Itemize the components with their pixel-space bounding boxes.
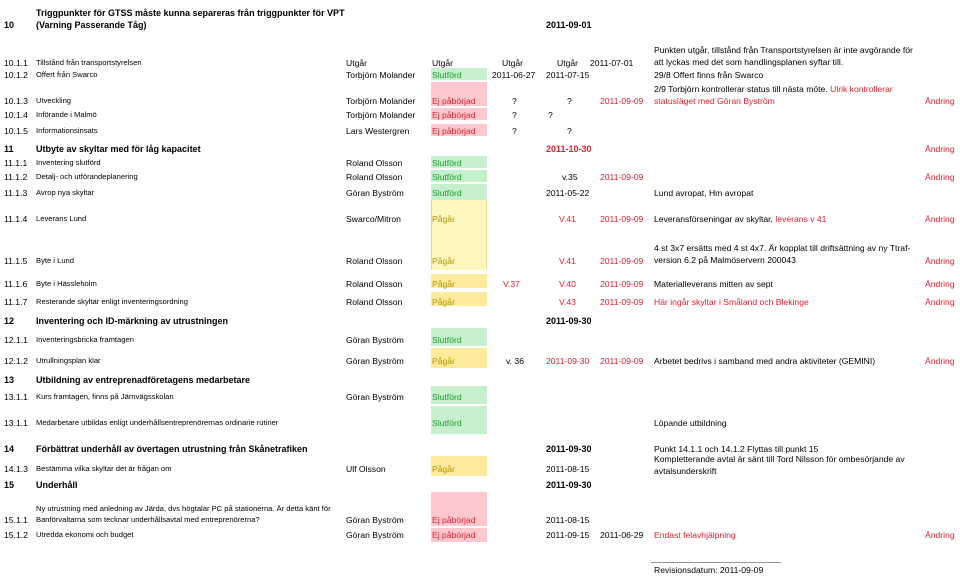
- row-status: Pågår: [432, 356, 455, 366]
- row-col5: ?: [512, 96, 517, 106]
- row-number: 11.1.5: [4, 256, 28, 266]
- row-comment: Arbetet bedrivs i samband med andra aktiviteter (GEMINI): [654, 356, 876, 366]
- change-link[interactable]: Ändring: [925, 214, 955, 224]
- row-name: Införande i Malmö: [36, 110, 97, 119]
- row-number: 15.1.1: [4, 515, 28, 525]
- section-title: Inventering och ID-märkning av utrustningen: [36, 316, 229, 326]
- row-status: Ej påbörjad: [432, 96, 476, 106]
- section-title: Underhåll: [36, 480, 78, 490]
- row-responsible: Swarco/Mitron: [346, 214, 401, 224]
- row-number: 12.1.1: [4, 335, 28, 345]
- row-name: Inventering slutförd: [36, 158, 101, 167]
- row-comment: Materialleverans mitten av sept: [654, 279, 773, 289]
- change-link[interactable]: Ändring: [925, 144, 955, 154]
- row-date: 2011-09-09: [600, 297, 644, 307]
- row-name: Detalj- och utförandeplanering: [36, 172, 138, 181]
- row-number: 14.1.3: [4, 464, 28, 474]
- row-responsible: Torbjörn Molander: [346, 96, 416, 106]
- row-responsible: Göran Byström: [346, 335, 404, 345]
- change-link[interactable]: Ändring: [925, 256, 955, 266]
- row-responsible: Roland Olsson: [346, 297, 403, 307]
- row-comment: Lund avropat, Hm avropat: [654, 188, 754, 198]
- row-col6: V.40: [559, 279, 576, 289]
- row-name: Utveckling: [36, 96, 72, 105]
- row-name: Utredda ekonomi och budget: [36, 530, 134, 539]
- row-date: 2011-09-09: [600, 214, 644, 224]
- row-comment: Löpande utbildning: [654, 418, 727, 428]
- row-name: Utrullningsplan klar: [36, 356, 101, 365]
- section-number: 12: [4, 316, 15, 326]
- change-link[interactable]: Ändring: [925, 279, 955, 289]
- row-col6: 2011-08-15: [546, 515, 590, 525]
- row-responsible: Roland Olsson: [346, 256, 403, 266]
- row-responsible: Göran Byström: [346, 530, 404, 540]
- row-date: 2011-09-09: [600, 256, 644, 266]
- row-col6: 2011-08-15: [546, 464, 590, 474]
- row-status: Ej påbörjad: [432, 530, 476, 540]
- row-name: Banförvaltarna som tecknar underhållsavtal med entreprenörerna?: [36, 515, 260, 524]
- row-number: 13.1.1: [4, 418, 28, 428]
- row-responsible: Göran Byström: [346, 392, 404, 402]
- row-comment: att lyckas med det som handlingsplanen syftar till.: [654, 57, 844, 67]
- row-comment: 4 st 3x7 ersätts med 4 st 4x7. Är kopplat till driftsättning av ny Ttraf-: [654, 243, 911, 253]
- row-col5: v. 36: [506, 356, 524, 366]
- row-col5: ?: [512, 126, 517, 136]
- row-responsible: Göran Byström: [346, 188, 404, 198]
- row-comment: Punkten utgår, tillstånd från Transportstyrelsen är inte avgörande för: [654, 45, 913, 55]
- row-col6: V.43: [559, 297, 576, 307]
- row-status: Slutförd: [432, 158, 462, 168]
- row-date: 2011-09-09: [600, 279, 644, 289]
- row-status: Utgår: [432, 58, 454, 68]
- row-name: Byte i Lund: [36, 256, 74, 265]
- row-date: 2011-06-29: [600, 530, 644, 540]
- row-status: Pågår: [432, 279, 455, 289]
- row-col6: ?: [567, 96, 572, 106]
- row-col6: v.35: [562, 172, 578, 182]
- row-comment: 29/8 Offert finns från Swarco: [654, 70, 764, 80]
- row-number: 11.1.3: [4, 188, 28, 198]
- row-number: 10.1.5: [4, 126, 28, 136]
- row-comment: Kompletterande avtal är sänt till Tord Nilsson för ombesörjande av: [654, 454, 905, 464]
- section-number: 13: [4, 375, 15, 385]
- section-date: 2011-09-01: [546, 20, 592, 30]
- row-col6: V.41: [559, 214, 576, 224]
- row-number: 12.1.2: [4, 356, 28, 366]
- change-link[interactable]: Ändring: [925, 96, 955, 106]
- row-status: Slutförd: [432, 70, 462, 80]
- row-name: Medarbetare utbildas enligt underhållsentreprenörernas ordinarie rutiner: [36, 418, 279, 427]
- row-status: Pågår: [432, 256, 455, 266]
- row-responsible: Roland Olsson: [346, 279, 403, 289]
- row-col5: V.37: [503, 279, 520, 289]
- row-responsible: Ulf Olsson: [346, 464, 386, 474]
- row-name: Inventeringsbricka framtagen: [36, 335, 134, 344]
- row-status: Slutförd: [432, 335, 462, 345]
- row-date: 2011-07-01: [590, 58, 634, 68]
- row-col6: ?: [567, 126, 572, 136]
- row-status: Slutförd: [432, 188, 462, 198]
- row-col6: 2011-09-30: [546, 356, 590, 366]
- row-date: 2011-09-09: [600, 172, 644, 182]
- row-col6: 2011-09-15: [546, 530, 590, 540]
- row-comment: statusläget med Göran Byström: [654, 96, 775, 106]
- row-responsible: Torbjörn Molander: [346, 110, 416, 120]
- row-col5: Utgår: [502, 58, 524, 68]
- row-number: 10.1.2: [4, 70, 28, 80]
- change-link[interactable]: Ändring: [925, 356, 955, 366]
- row-comment: Punkt 14.1.1 och 14.1.2 Flyttas till punkt 15: [654, 444, 819, 454]
- row-status: Ej påbörjad: [432, 126, 476, 136]
- row-name: Informationsinsats: [36, 126, 98, 135]
- section-number: 14: [4, 444, 15, 454]
- row-status: Slutförd: [432, 392, 462, 402]
- section-number: 11: [4, 144, 14, 154]
- row-number: 11.1.1: [4, 158, 28, 168]
- row-col6: 2011-05-22: [546, 188, 590, 198]
- row-status: Slutförd: [432, 418, 462, 428]
- row-comment: 2/9 Torbjörn kontrollerar status till nästa möte. Ulrik kontrollerar: [654, 84, 893, 94]
- row-name: Bestämma vilka skyltar det är frågan om: [36, 464, 172, 473]
- row-number: 13.1.1: [4, 392, 28, 402]
- row-comment: Leveransförseningar av skyltar, leverans v 41: [654, 214, 827, 224]
- row-col6: Utgår: [557, 58, 579, 68]
- row-comment: avtalsunderskrift: [654, 466, 717, 476]
- row-name: Offert från Swarco: [36, 70, 98, 79]
- row-number: 11.1.6: [4, 279, 28, 289]
- row-status: Pågår: [432, 214, 455, 224]
- change-link[interactable]: Ändring: [925, 297, 955, 307]
- row-responsible: Roland Olsson: [346, 172, 403, 182]
- row-name: Resterande skyltar enligt inventeringsordning: [36, 297, 188, 306]
- row-col6: 2011-07-15: [546, 70, 590, 80]
- row-status: Pågår: [432, 464, 455, 474]
- row-name: Byte i Hässleholm: [36, 279, 97, 288]
- section-title: Triggpunkter för GTSS måste kunna separeras från triggpunkter för VPT: [36, 8, 345, 18]
- row-name: Kurs framtagen, finns på Järnvägsskolan: [36, 392, 174, 401]
- row-comment: version 6.2 på Malmöservern 200043: [654, 255, 796, 265]
- row-number: 11.1.2: [4, 172, 28, 182]
- row-comment: Endast felavhjälpning: [654, 530, 736, 540]
- row-name: Ny utrustning med anledning av Järda, dvs högtalar PC på stationerna. Är detta känt för: [36, 504, 331, 513]
- row-status: Ej påbörjad: [432, 110, 476, 120]
- row-number: 10.1.4: [4, 110, 28, 120]
- section-number: 15: [4, 480, 15, 490]
- change-link[interactable]: Ändring: [925, 530, 955, 540]
- section-date: 2011-09-30: [546, 444, 592, 454]
- row-responsible: Göran Byström: [346, 515, 404, 525]
- row-number: 10.1.1: [4, 58, 28, 68]
- row-number: 11.1.7: [4, 297, 28, 307]
- row-responsible: Torbjörn Molander: [346, 70, 416, 80]
- row-status: Pågår: [432, 297, 455, 307]
- row-date: 2011-09-09: [600, 96, 644, 106]
- row-col6: V.41: [559, 256, 576, 266]
- row-responsible: Göran Byström: [346, 356, 404, 366]
- row-number: 11.1.4: [4, 214, 28, 224]
- section-title: Förbättrat underhåll av övertagen utrustning från Skånetrafiken: [36, 444, 308, 454]
- row-status: Ej påbörjad: [432, 515, 476, 525]
- row-col6: ?: [548, 110, 553, 120]
- row-status: Slutförd: [432, 172, 462, 182]
- row-responsible: Utgår: [346, 58, 368, 68]
- section-date: 2011-09-30: [546, 316, 592, 326]
- section-title: Utbildning av entreprenadföretagens medarbetare: [36, 375, 251, 385]
- section-number: 10: [4, 20, 15, 30]
- row-number: 10.1.3: [4, 96, 28, 106]
- row-name: Avrop nya skyltar: [36, 188, 95, 197]
- row-responsible: Lars Westergren: [346, 126, 410, 136]
- row-responsible: Roland Olsson: [346, 158, 403, 168]
- revision-date: Revisionsdatum: 2011-09-09: [654, 565, 764, 575]
- section-title: (Varning Passerande Tåg): [36, 20, 147, 30]
- row-col5: 2011-06-27: [492, 70, 536, 80]
- row-number: 15.1.2: [4, 530, 28, 540]
- section-title: Utbyte av skyltar med för låg kapacitet: [36, 144, 201, 154]
- section-date: 2011-10-30: [546, 144, 592, 154]
- change-link[interactable]: Ändring: [925, 172, 955, 182]
- section-date: 2011-09-30: [546, 480, 592, 490]
- row-name: Leverans Lund: [36, 214, 87, 223]
- row-name: Tillstånd från transportstyrelsen: [36, 58, 142, 67]
- row-col5: ?: [512, 110, 517, 120]
- row-date: 2011-09-09: [600, 356, 644, 366]
- row-comment: Här ingår skyltar i Småland och Blekinge: [654, 297, 809, 307]
